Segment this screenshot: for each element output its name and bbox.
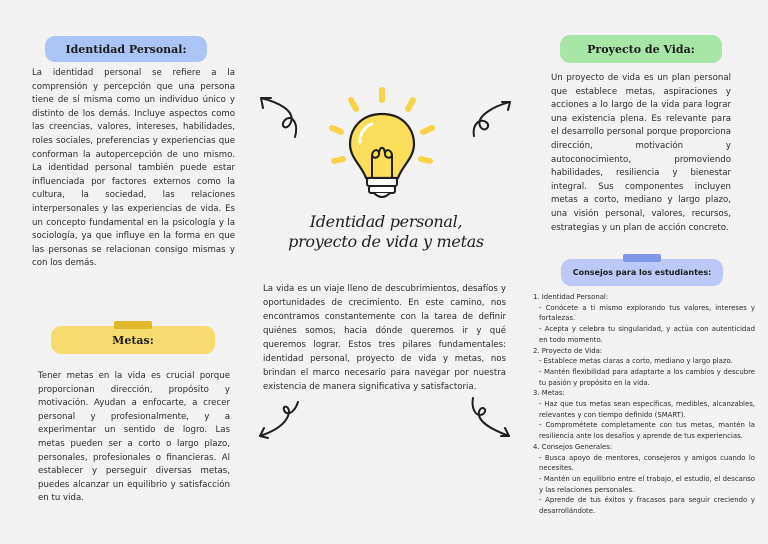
tips-heading [561,259,723,286]
center-intro: La vida es un viaje lleno de descubrimientos, desafíos y oportunidades de crecimiento. En este camino, nos encontramos constantemente con la tarea de definir quiénes somos, hacia dónde queremos ir y qué queremos lograr. Estos tres pilares fundamentales: identidad personal, proyecto de vida y metas, nos brindan el marco necesario para navegar por nuestra existencia de manera significativa y satisfactoria. [263,284,506,392]
goals-heading [51,326,215,354]
center-title: Identidad personal, proyecto de vida y metas [288,212,484,251]
curly-arrow-icon-top-right [468,96,518,146]
tips-line: - Mantén flexibilidad para adaptarte a los cambios y descubre tu pasión y propósito en la vida. [539,367,755,387]
curly-arrow-icon-top-left [255,92,305,142]
tips-line: - Establece metas claras a corto, mediano y largo plazo. [539,357,733,366]
project-text: Un proyecto de vida es un plan personal que establece metas, aspiraciones y acciones a lo largo de la vida para lograr una existencia plena. Es relevante para el desarrollo personal porque proporciona dirección, motivación y autoconocimiento, promoviendo habilidades, resiliencia y bienestar integral. Sus componentes incluyen metas a corto, mediano y largo plazo, una visión personal, valores, recursos, estrategias y un plan de acción concreto. [551,73,731,233]
goals-tab [114,321,152,329]
curly-arrow-icon-bottom-right [467,394,517,444]
identity-heading [45,36,207,62]
curly-arrow-icon-bottom-left [254,396,304,446]
tips-list [533,292,755,517]
tips-line: - Mantén un equilibrio entre el trabajo, el estudio, el descanso y las relaciones personales. [539,474,755,494]
tips-line: - Busca apoyo de mentores, consejeros y amigos cuando lo necesites. [539,453,755,473]
tips-line: 1. Identidad Personal: [533,293,609,301]
identity-title: Identidad Personal: [65,42,187,56]
tips-tab [623,254,661,262]
tips-title: Consejos para los estudiantes: [572,268,712,277]
project-title: Proyecto de Vida: [587,42,695,56]
project-heading [560,35,722,63]
tips-line: - Conócete a ti mismo explorando tus valores, intereses y fortalezas. [539,303,755,323]
tips-line: - Comprométete completamente con tus metas, mantén la resiliencia ante los desafíos y aprende de tus experiencias. [539,421,755,441]
tips-line: - Aprende de tus éxitos y fracasos para seguir creciendo y desarrollándote. [539,496,755,516]
goals-title: Metas: [112,333,154,347]
lightbulb-icon [322,86,442,211]
tips-line: - Acepta y celebra tu singularidad, y actúa con autenticidad en todo momento. [539,325,755,344]
tips-line: 4. Consejos Generales: [533,442,613,451]
tips-line: 2. Proyecto de Vida: [533,346,603,355]
tips-line: - Haz que tus metas sean específicas, medibles, alcanzables, relevantes y con tiempo definido (SMART). [539,400,755,419]
tips-line: 3. Metas: [533,389,565,398]
identity-text: La identidad personal se refiere a la comprensión y percepción que una persona tiene de sí misma como un individuo único y distinto de los demás. Incluye aspectos como las creencias, valores, intereses, habilidades, roles sociales, preferencias y experiencias que conforman la autopercepción de uno mismo. La identidad personal también puede estar influenciada por factores externos como la cultura, la sociedad, las relaciones interpersonales y las experiencias de vida. Es un concepto fundamental en la psicología y la sociología, ya que influye en la forma en que las personas se relacionan consigo mismas y con los demás. [32,68,235,269]
goals-text: Tener metas en la vida es crucial porque proporcionan dirección, propósito y motivación. Ayudan a enfocarte, a crecer personal y profesionalmente, y a experimentar un sentido de logro. Las metas pueden ser a corto o largo plazo, personales, profesionales o financieras. Al establecer y perseguir diversas metas, puedes alcanzar un equilibrio y satisfacción en tu vida. [38,371,230,504]
